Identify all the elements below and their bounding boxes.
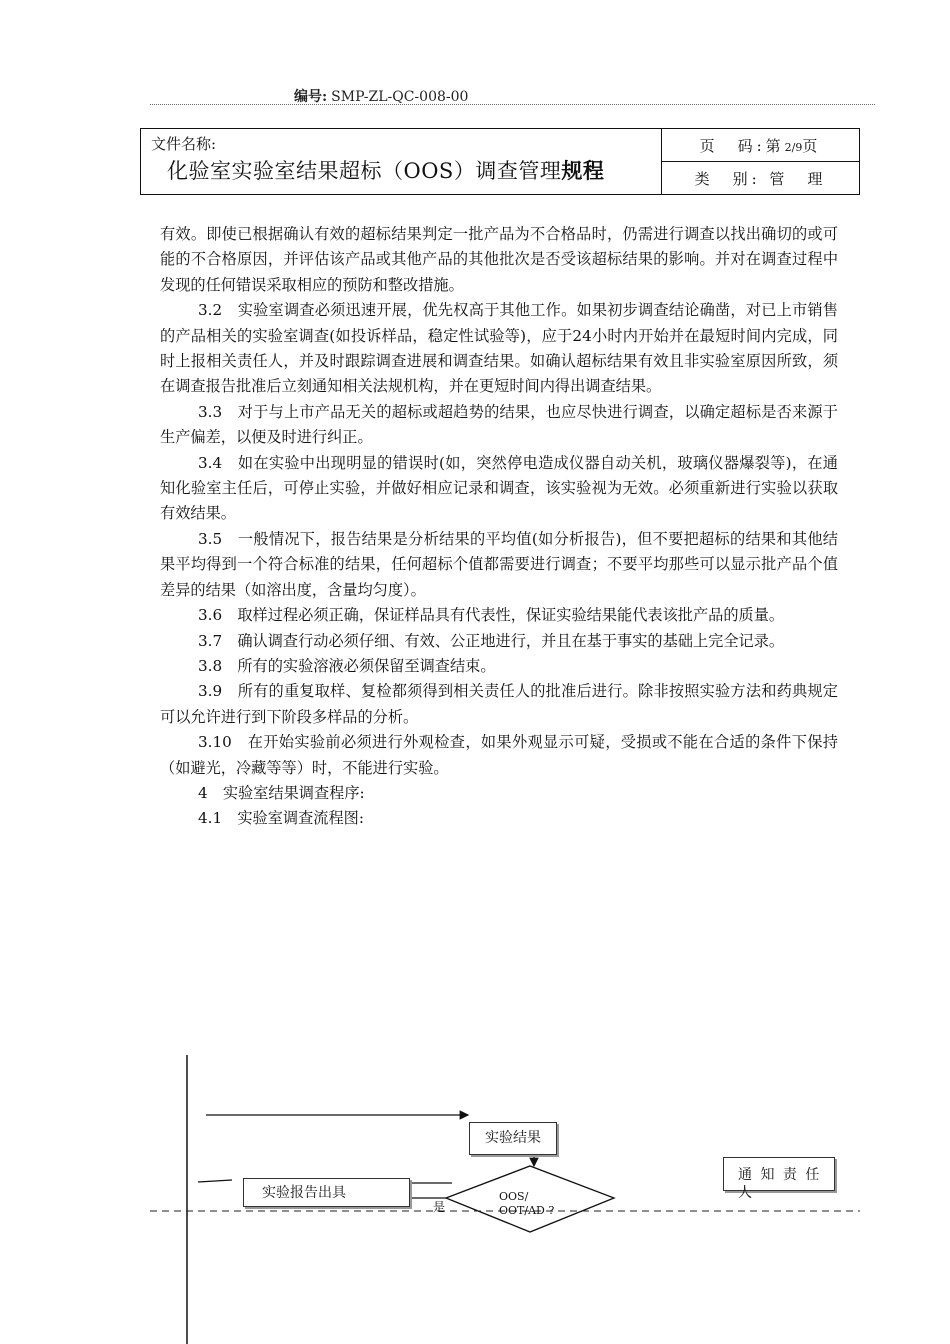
connector-left-stub — [198, 1180, 232, 1182]
category-label: 类 别: — [694, 169, 761, 188]
box-notify-responsible: 通 知 责 任 人 — [723, 1157, 835, 1191]
box-report-issued: 实验报告出具 — [243, 1178, 410, 1207]
decision-line-1: OOS/ — [499, 1190, 529, 1203]
paragraph-3-10: 3.10 在开始实验前必须进行外观检查，如果外观显示可疑，受损或不能在合适的条件下保持（如避光，冷藏等等）时，不能进行实验。 — [160, 733, 838, 777]
page-prefix: 第 — [765, 136, 785, 155]
document-code-label: 编号: — [294, 89, 328, 105]
paragraph-3-3: 3.3 对于与上市产品无关的超标或超趋势的结果，也应尽快进行调查，以确定超标是否来源于生产偏差，以便及时进行纠正。 — [160, 402, 838, 447]
paragraph-3-4: 3.4 如在实验中出现明显的错误时(如，突然停电造成仪器自动关机，玻璃仪器爆裂等)，在通知化验室主任后，可停止实验，并做好相应记录和调查，该实验视为无效。必须重新进行实验以获取有效结果。 — [160, 453, 838, 523]
document-title-bold: 规程 — [561, 158, 605, 183]
page-label: 页 码: — [699, 136, 766, 155]
page-suffix: 页 — [802, 136, 822, 155]
paragraph-continuation: 有效。即使已根据确认有效的超标结果判定一批产品为不合格品时，仍需进行调查以找出确切的或可能的不合格原因，并评估该产品或其他产品的其他批次是否受该超标结果的影响。并对在调查过程中发现的任何错误采取相应的预防和整改措施。 — [160, 225, 838, 294]
paragraph-3-8: 3.8 所有的实验溶液必须保留至调查结束。 — [198, 656, 496, 675]
paragraph-3-9: 3.9 所有的重复取样、复检都须得到相关责任人的批准后进行。除非按照实验方法和药典规定可以允许进行到下阶段多样品的分析。 — [160, 682, 838, 726]
paragraph-3-6: 3.6 取样过程必须正确，保证样品具有代表性，保证实验结果能代表该批产品的质量。 — [198, 606, 785, 625]
category-value: 管 理 — [769, 169, 827, 188]
document-code-value: SMP-ZL-QC-008-00 — [331, 89, 469, 105]
document-title-text: 化验室实验室结果超标（OOS）调查管理 — [167, 159, 562, 183]
decision-label — [499, 1190, 554, 1218]
paragraph-3-7: 3.7 确认调查行动必须仔细、有效、公正地进行，并且在基于事实的基础上完全记录。 — [198, 631, 785, 650]
section-4-heading: 4 实验室结果调查程序: — [198, 783, 365, 802]
decision-line-2: OOT/AD ? — [499, 1204, 555, 1217]
paragraph-3-2: 3.2 实验室调查必须迅速开展，优先权高于其他工作。如果初步调查结论确凿，对已上市销售的产品相关的实验室调查(如投诉样品，稳定性试验等)，应于24小时内开始并在最短时间内完成，同时上报相关责任人，并及时跟踪调查进展和调查结果。如确认超标结果有效且非实验室原因所致，须在调查报告批准后立刻通知相关法规机构，并在更短时间内得出调查结果。 — [160, 301, 838, 396]
paragraph-3-5: 3.5 一般情况下，报告结果是分析结果的平均值(如分析报告)，但不要把超标的结果和其他结果平均得到一个符合标准的结果，任何超标个值都需要进行调查；不要平均那些可以显示批产品个值差异的结果（如溶出度，含量均匀度）。 — [160, 529, 838, 599]
box-experiment-result: 实验结果 — [469, 1122, 557, 1155]
page-value: 2/9 — [784, 140, 803, 154]
section-4-1-heading: 4.1 实验室调查流程图: — [198, 809, 364, 828]
yes-label: 是 — [433, 1200, 446, 1214]
document-name-label: 文件名称: — [151, 135, 217, 153]
